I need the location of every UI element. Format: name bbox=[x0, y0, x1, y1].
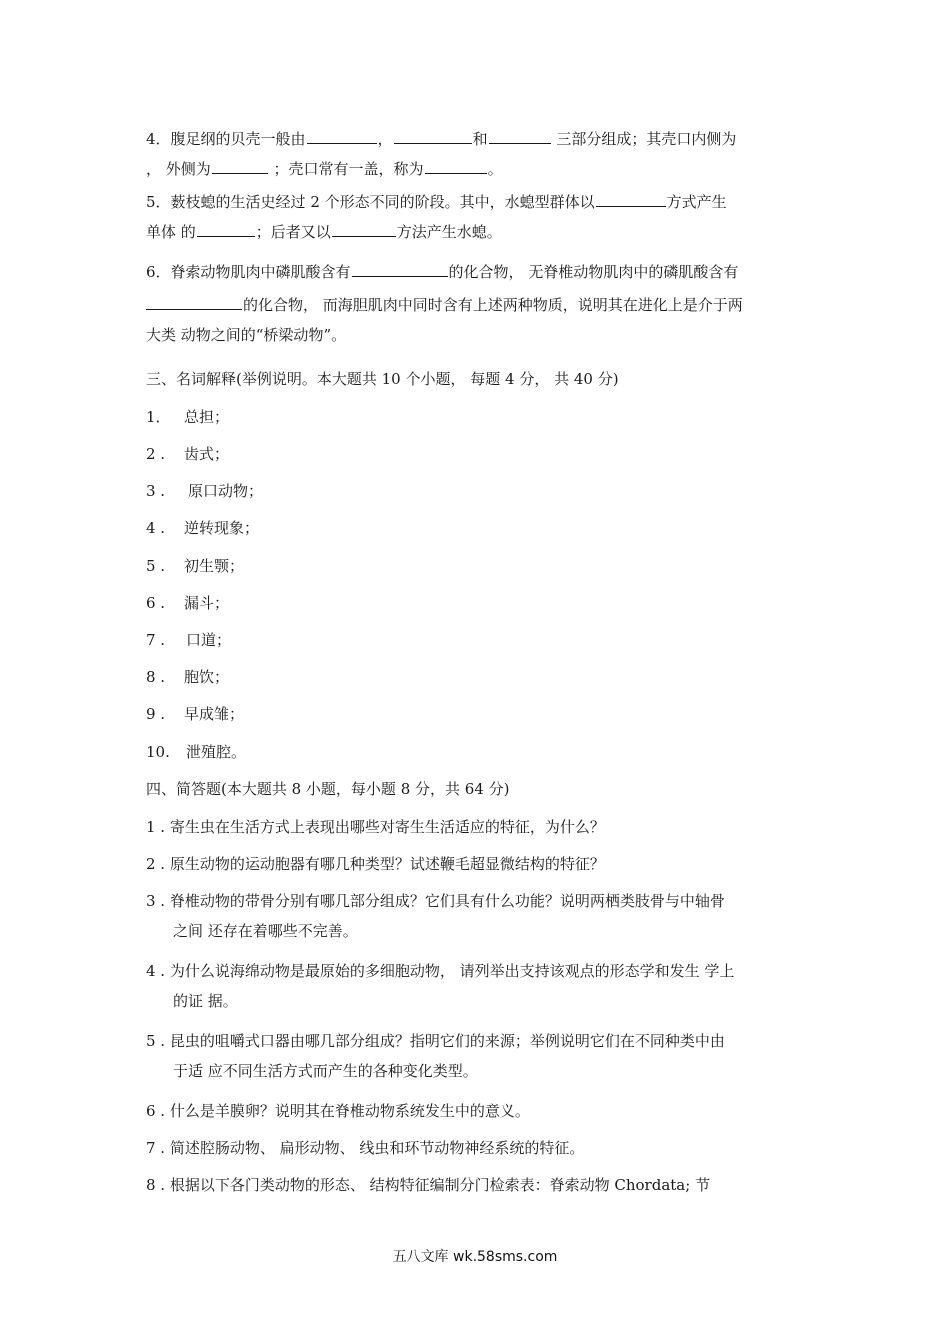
short-answer-question-4-line-2: 的证 据。 bbox=[173, 992, 238, 1010]
answer-blank[interactable] bbox=[332, 221, 396, 237]
short-answer-question-4-line-1: 4 . 为什么说海绵动物是最原始的多细胞动物， 请列举出支持该观点的形态学和发生 学上 bbox=[146, 962, 735, 980]
answer-blank[interactable] bbox=[146, 294, 242, 310]
fill-question-4-line-2: ， 外侧为 ；壳口常有一盖，称为 。 bbox=[146, 160, 503, 178]
answer-blank[interactable] bbox=[352, 261, 448, 277]
short-answer-question-2: 2 . 原生动物的运动胞器有哪几种类型？试述鞭毛超显微结构的特征？ bbox=[146, 855, 605, 873]
fill-question-5-line-1: 5．薮枝螅的生活史经过 2 个形态不同的阶段。其中，水螅型群体以 方式产生 bbox=[146, 193, 727, 211]
term-item: 3 . 原口动物； bbox=[146, 482, 264, 500]
answer-blank[interactable] bbox=[489, 128, 551, 144]
short-answer-question-6: 6 . 什么是羊膜卵？说明其在脊椎动物系统发生中的意义。 bbox=[146, 1102, 530, 1120]
section-3-heading: 三、名词解释(举例说明。本大题共 10 个小题， 每题 4 分， 共 40 分) bbox=[146, 370, 619, 388]
term-item: 1． 总担； bbox=[146, 408, 230, 426]
short-answer-question-8: 8 . 根据以下各门类动物的形态、 结构特征编制分门检索表：脊索动物 Chordata; 节 bbox=[146, 1176, 711, 1194]
term-item: 7 . 口道； bbox=[146, 631, 232, 649]
short-answer-question-5-line-1: 5 . 昆虫的咀嚼式口器由哪几部分组成？指明它们的来源；举例说明它们在不同种类中由 bbox=[146, 1032, 725, 1050]
answer-blank[interactable] bbox=[212, 158, 268, 174]
term-item: 6 . 漏斗； bbox=[146, 594, 230, 612]
term-item: 4 . 逆转现象； bbox=[146, 519, 260, 537]
term-item: 10. 泄殖腔。 bbox=[146, 743, 247, 761]
fill-question-6-line-2: 的化合物， 而海胆肌肉中同时含有上述两种物质，说明其在进化上是介于两 bbox=[146, 294, 743, 315]
fill-question-5-line-2: 单体 的 ；后者又以 方法产生水螅。 bbox=[146, 223, 502, 241]
short-answer-question-7: 7 . 简述腔肠动物、 扁形动物、 线虫和环节动物神经系统的特征。 bbox=[146, 1139, 585, 1157]
short-answer-question-3-line-1: 3 . 脊椎动物的带骨分别有哪几部分组成？它们具有什么功能？说明两栖类肢骨与中轴骨 bbox=[146, 892, 725, 910]
footer-watermark: 五八文库 wk.58sms.com bbox=[392, 1249, 558, 1265]
answer-blank[interactable] bbox=[596, 191, 666, 207]
answer-blank[interactable] bbox=[394, 128, 472, 144]
term-item: 8 . 胞饮； bbox=[146, 668, 230, 686]
answer-blank[interactable] bbox=[425, 158, 487, 174]
answer-blank[interactable] bbox=[197, 221, 255, 237]
fill-question-6-line-3: 大类 动物之间的“桥梁动物”。 bbox=[146, 326, 347, 344]
short-answer-question-1: 1 . 寄生虫在生活方式上表现出哪些对寄生生活适应的特征，为什么？ bbox=[146, 818, 605, 836]
section-4-heading: 四、简答题(本大题共 8 小题，每小题 8 分，共 64 分) bbox=[146, 780, 510, 798]
term-item: 2 . 齿式； bbox=[146, 445, 230, 463]
short-answer-question-5-line-2: 于适 应不同生活方式而产生的各种变化类型。 bbox=[173, 1062, 478, 1080]
answer-blank[interactable] bbox=[307, 128, 377, 144]
short-answer-question-3-line-2: 之间 还存在着哪些不完善。 bbox=[173, 922, 358, 940]
fill-question-6-line-1: 6．脊索动物肌肉中磷肌酸含有 的化合物， 无脊椎动物肌肉中的磷肌酸含有 bbox=[146, 263, 739, 281]
term-item: 5 . 初生颚； bbox=[146, 557, 245, 575]
fill-question-4-line-1: 4．腹足纲的贝壳一般由 ， 和 三部分组成；其壳口内侧为 bbox=[146, 130, 737, 148]
term-item: 9 . 早成雏； bbox=[146, 705, 245, 723]
